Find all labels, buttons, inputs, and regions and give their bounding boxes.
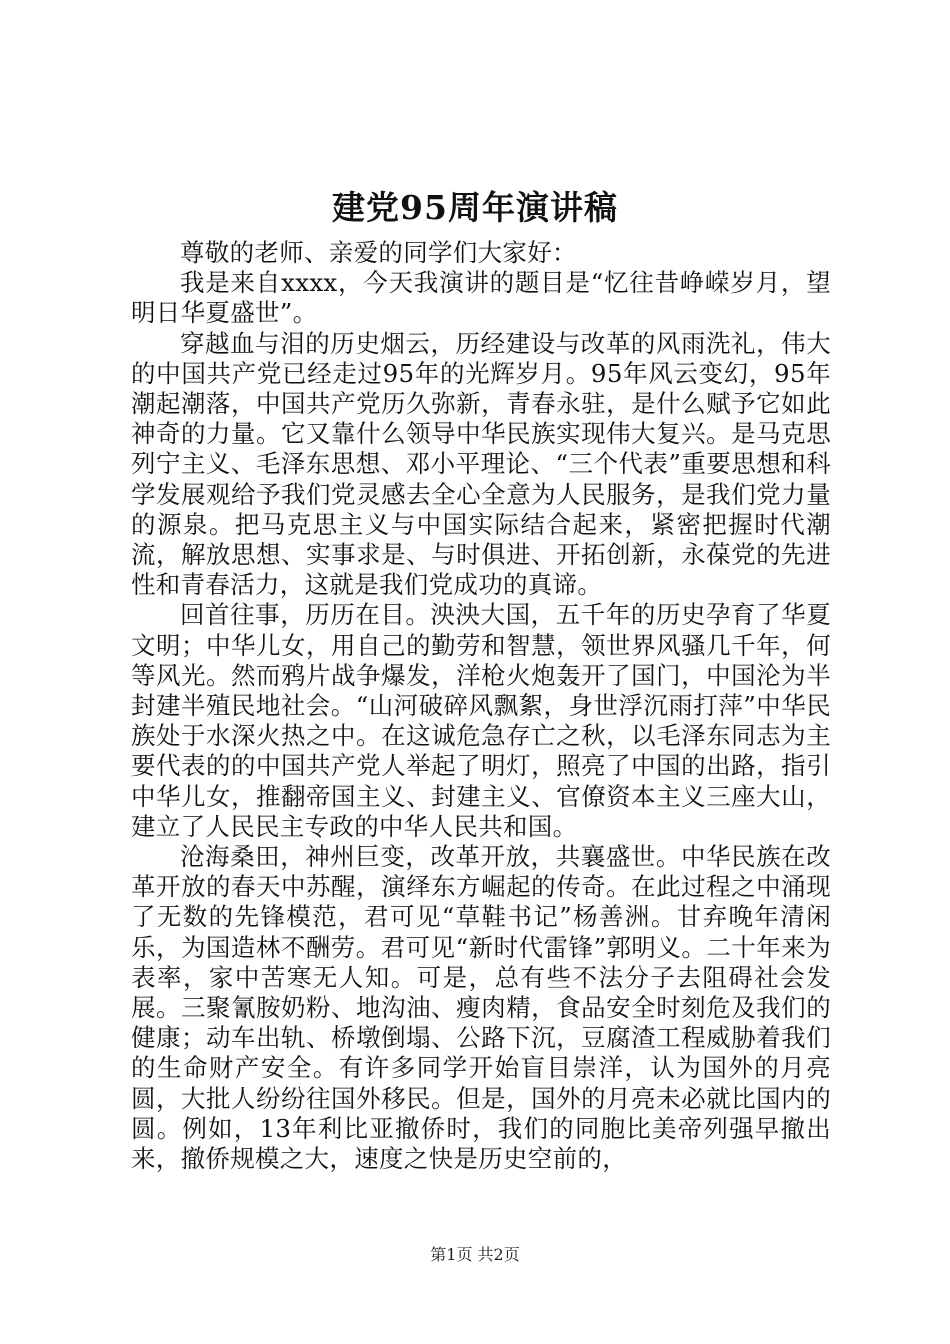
page-footer: 第1页 共2页 [430,1245,520,1264]
paragraph-greeting: 尊敬的老师、亲爱的同学们大家好： [180,238,577,267]
paragraph-intro: 我是来自xxxx，今天我演讲的题目是“忆往昔峥嵘岁月，望明日华夏盛世”。 [131,268,831,328]
paragraph-look-back: 回首往事，历历在目。泱泱大国，五千年的历史孕育了华夏文明；中华儿女，用自己的勤劳和智慧，领世界风骚几千年，何等风光。然而鸦片战争爆发，洋枪火炮轰开了国门，中国沦为半封建半殖民地社会。“山河破碎风飘絮，身世浮沉雨打萍”中华民族处于水深火热之中。在这诚危急存亡之秋，以毛泽东同志为主要代表的的中国共产党人举起了明灯，照亮了中国的出路，指引中华儿女，推翻帝国主义、封建主义、官僚资本主义三座大山，建立了人民民主专政的中华人民共和国。 [131,600,831,841]
document-body [131,238,831,1174]
paragraph-party-history: 穿越血与泪的历史烟云，历经建设与改革的风雨洗礼，伟大的中国共产党已经走过95年的光辉岁月。95年风云变幻，95年潮起潮落，中国共产党历久弥新，青春永驻，是什么赋予它如此神奇的力量。它又靠什么领导中华民族实现伟大复兴。是马克思列宁主义、毛泽东思想、邓小平理论、“三个代表”重要思想和科学发展观给予我们党灵感去全心全意为人民服务，是我们党力量的源泉。把马克思主义与中国实际结合起来，紧密把握时代潮流，解放思想、实事求是、与时俱进、开拓创新，永葆党的先进性和青春活力，这就是我们党成功的真谛。 [131,328,831,600]
document-title: 建党95周年演讲稿 [332,188,618,227]
paragraph-reform: 沧海桑田，神州巨变，改革开放，共襄盛世。中华民族在改革开放的春天中苏醒，演绎东方崛起的传奇。在此过程之中涌现了无数的先锋模范，君可见“草鞋书记”杨善洲。甘弃晚年清闲乐，为国造林不酬劳。君可见“新时代雷锋”郭明义。二十年来为表率，家中苦寒无人知。可是，总有些不法分子去阻碍社会发展。三聚氰胺奶粉、地沟油、瘦肉精，食品安全时刻危及我们的健康；动车出轨、桥墩倒塌、公路下沉，豆腐渣工程威胁着我们的生命财产安全。有许多同学开始盲目崇洋，认为国外的月亮圆，大批人纷纷往国外移民。但是，国外的月亮未必就比国内的圆。例如，13年利比亚撤侨时，我们的同胞比美帝列强早撤出来，撤侨规模之大，速度之快是历史空前的， [131,842,831,1174]
